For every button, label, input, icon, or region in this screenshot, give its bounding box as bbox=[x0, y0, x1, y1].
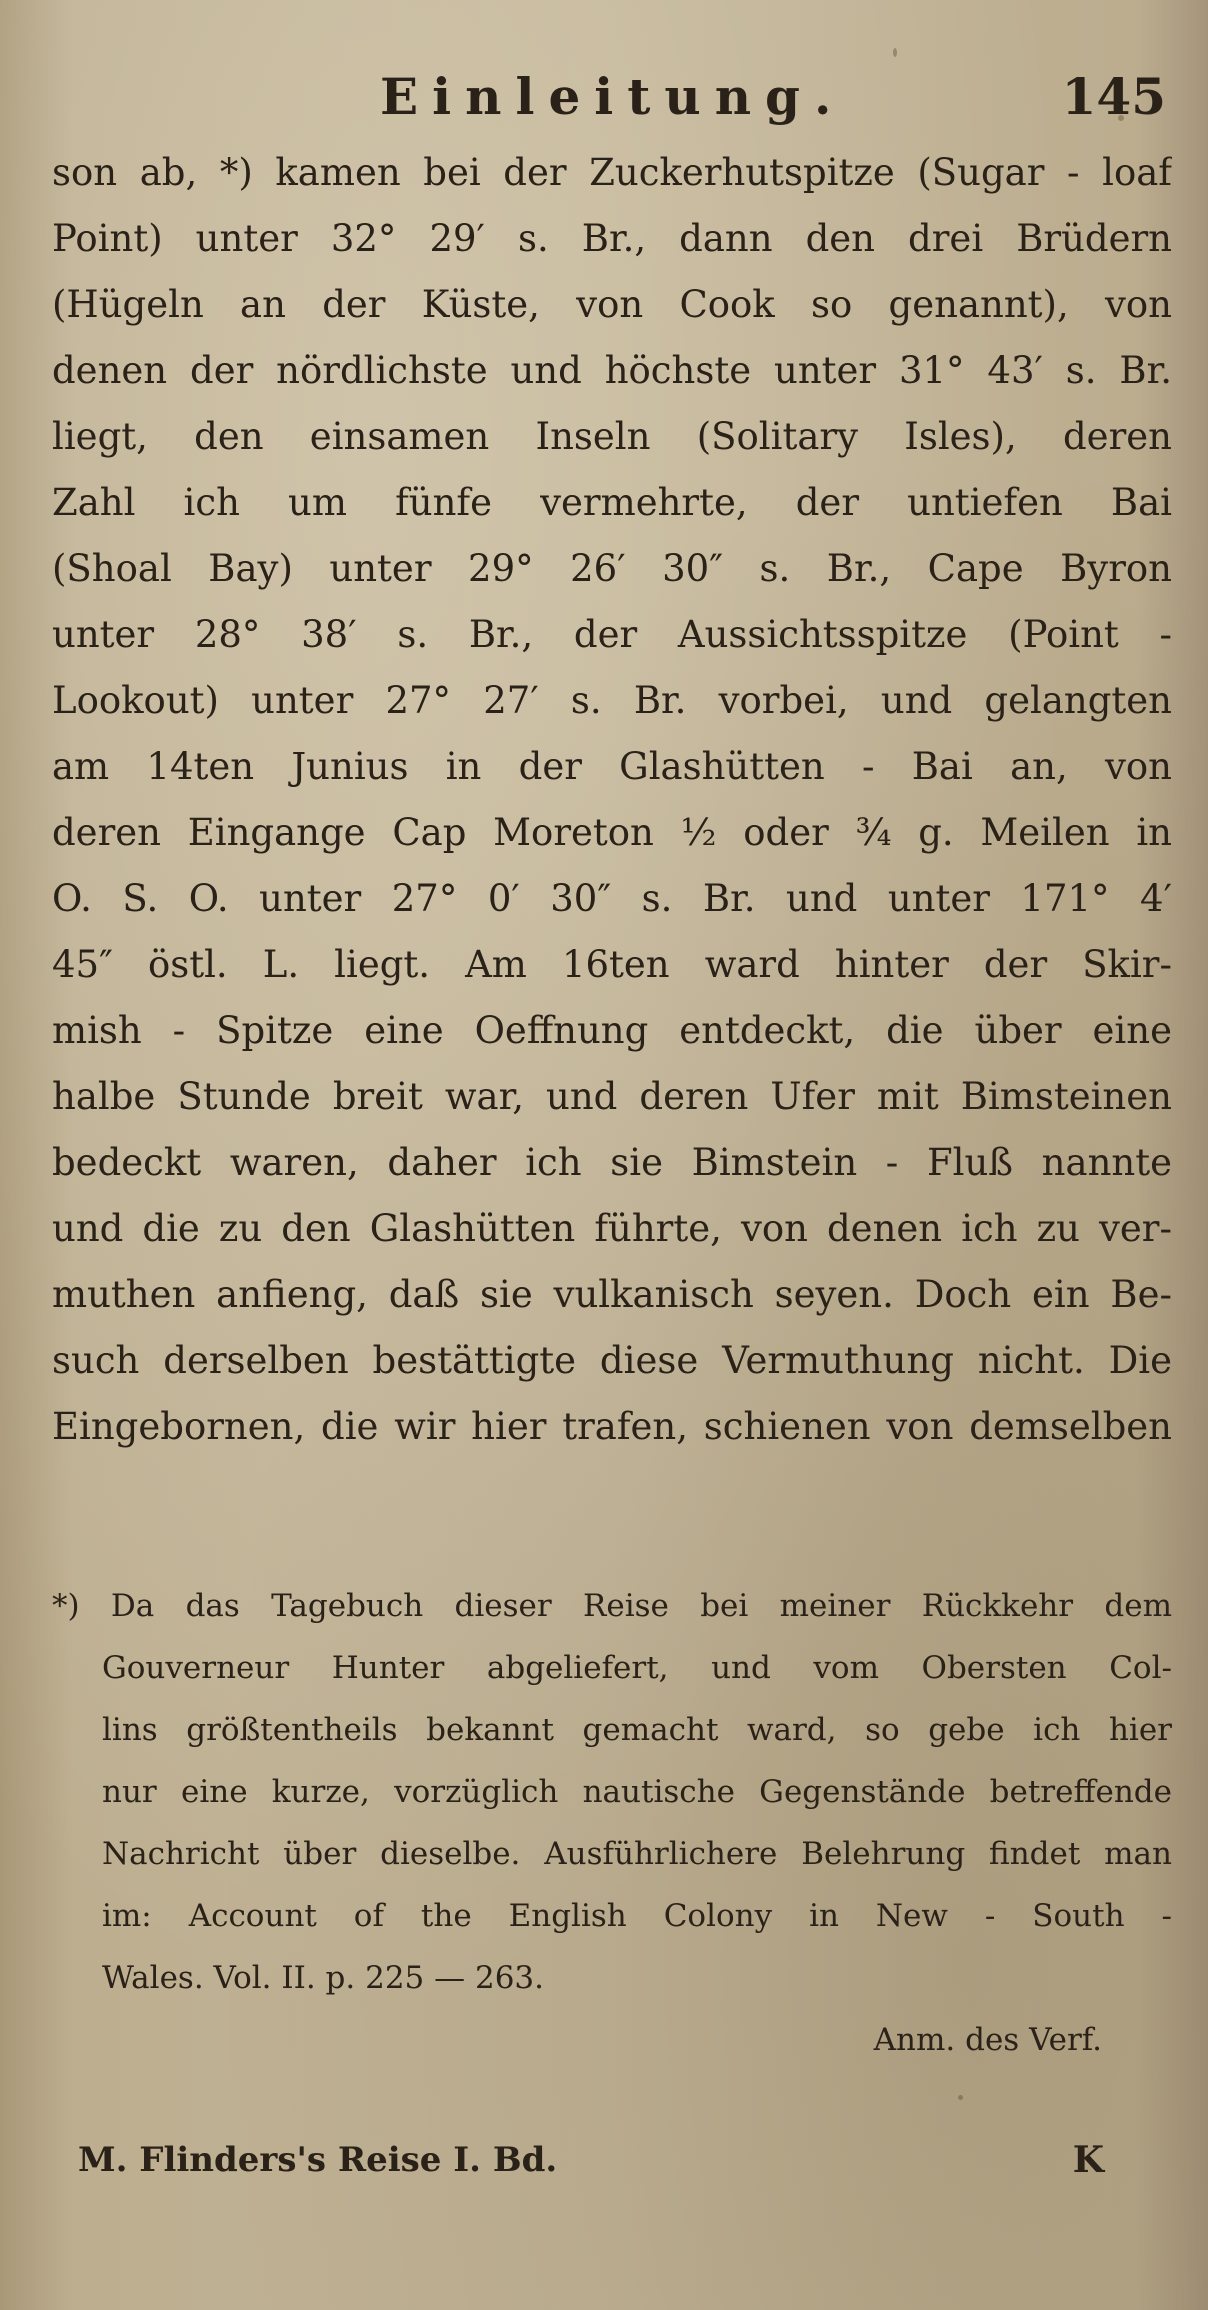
text-line: (Shoal Bay) unter 29° 26′ 30″ s. Br., Cape Byron bbox=[52, 547, 1172, 590]
footnote-signature: Anm. des Verf. bbox=[873, 2022, 1102, 2058]
text-line: bedeckt waren, daher ich sie Bimstein - Fluß nannte bbox=[52, 1141, 1172, 1184]
page-footer bbox=[52, 2125, 1162, 2195]
main-text bbox=[52, 140, 1172, 1460]
text-line: Eingebornen, die wir hier trafen, schienen von demselben bbox=[52, 1405, 1172, 1448]
text-line: liegt, den einsamen Inseln (Solitary Isles), deren bbox=[52, 415, 1172, 458]
text-line: (Hügeln an der Küste, von Cook so genannt), von bbox=[52, 283, 1172, 326]
footnote-line: Nachricht über dieselbe. Ausführlichere Belehrung findet man bbox=[102, 1836, 1172, 1872]
footnote-line: lins größtentheils bekannt gemacht ward, so gebe ich hier bbox=[102, 1712, 1172, 1748]
printer-signature-mark: M. Flinders's Reise I. Bd. bbox=[78, 2140, 558, 2180]
text-line: Point) unter 32° 29′ s. Br., dann den drei Brüdern bbox=[52, 217, 1172, 260]
running-title: Einleitung. bbox=[380, 67, 846, 126]
footnote-line: im: Account of the English Colony in New - South - bbox=[102, 1898, 1172, 1934]
footnote-line: *) Da das Tagebuch dieser Reise bei meiner Rückkehr dem bbox=[52, 1588, 1172, 1624]
footnote-line: nur eine kurze, vorzüglich nautische Gegenstände betreffende bbox=[102, 1774, 1172, 1810]
gathering-mark: K bbox=[1072, 2139, 1104, 2181]
text-line: Lookout) unter 27° 27′ s. Br. vorbei, und gelangten bbox=[52, 679, 1172, 722]
footnote-line: Wales. Vol. II. p. 225 — 263. bbox=[102, 1960, 545, 1996]
text-line: muthen anfieng, daß sie vulkanisch seyen. Doch ein Be- bbox=[52, 1273, 1172, 1316]
text-line: 45″ östl. L. liegt. Am 16ten ward hinter der Skir- bbox=[52, 943, 1172, 986]
text-line: deren Eingange Cap Moreton ½ oder ¾ g. Meilen in bbox=[52, 811, 1172, 854]
text-line: halbe Stunde breit war, und deren Ufer mit Bimsteinen bbox=[52, 1075, 1172, 1118]
text-line: O. S. O. unter 27° 0′ 30″ s. Br. und unter 171° 4′ bbox=[52, 877, 1172, 920]
text-line: denen der nördlichste und höchste unter 31° 43′ s. Br. bbox=[52, 349, 1172, 392]
text-line: son ab, *) kamen bei der Zuckerhutspitze (Sugar - loaf bbox=[52, 151, 1172, 194]
text-line: unter 28° 38′ s. Br., der Aussichtsspitze (Point - bbox=[52, 613, 1172, 656]
page-number: 145 bbox=[1061, 67, 1166, 126]
page-header bbox=[0, 62, 1208, 132]
footnote-line: Gouverneur Hunter abgeliefert, und vom Obersten Col- bbox=[102, 1650, 1172, 1686]
ink-blot-decoration bbox=[893, 48, 897, 57]
text-line: und die zu den Glashütten führte, von denen ich zu ver- bbox=[52, 1207, 1172, 1250]
text-line: such derselben bestättigte diese Vermuthung nicht. Die bbox=[52, 1339, 1172, 1382]
text-line: mish - Spitze eine Oeffnung entdeckt, die über eine bbox=[52, 1009, 1172, 1052]
ink-blot-decoration bbox=[1118, 115, 1124, 121]
ink-blot-decoration bbox=[958, 2095, 963, 2100]
text-line: am 14ten Junius in der Glashütten - Bai an, von bbox=[52, 745, 1172, 788]
footnote bbox=[52, 1575, 1172, 2071]
text-line: Zahl ich um fünfe vermehrte, der untiefen Bai bbox=[52, 481, 1172, 524]
